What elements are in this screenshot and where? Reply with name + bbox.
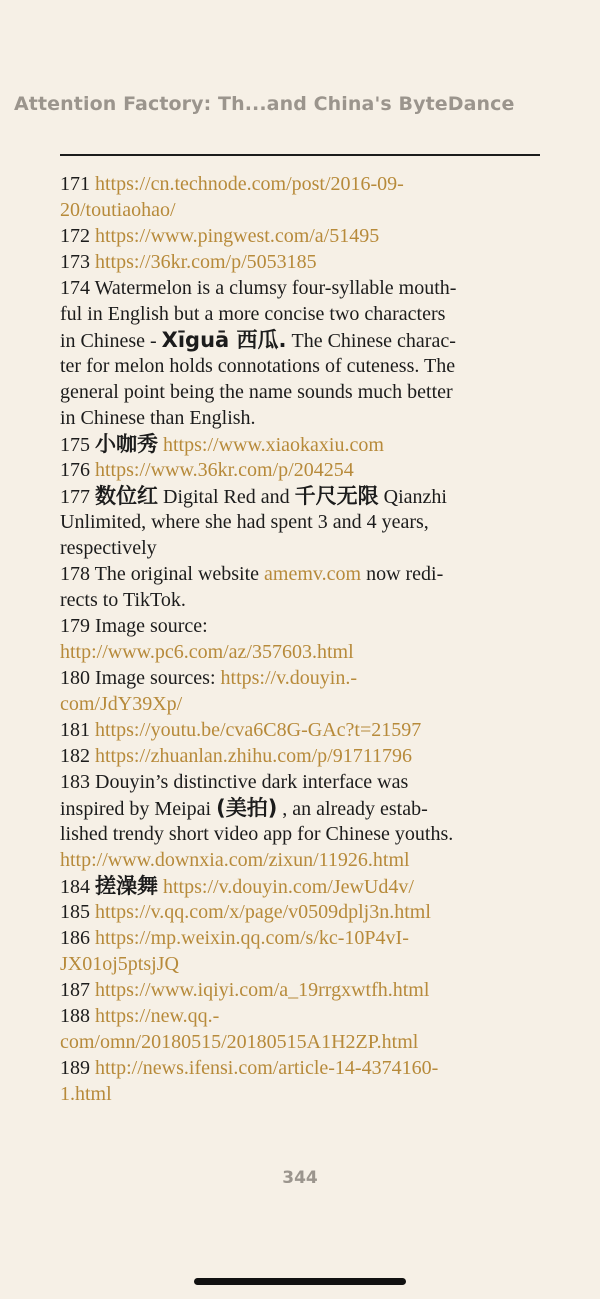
footnote-174 <box>60 275 540 301</box>
chinese-term: 搓澡舞 <box>95 874 158 898</box>
footnote-text: ter for melon holds connotations of cuteness. The <box>60 355 456 377</box>
footnote-189-cont <box>60 1081 540 1107</box>
footnote-text: respectively <box>60 537 157 559</box>
footnote-number: 179 <box>60 615 90 637</box>
footnote-182 <box>60 743 540 769</box>
footnote-link[interactable]: https://v.douyin.- <box>220 667 357 689</box>
footnote-189 <box>60 1055 540 1081</box>
footnote-185 <box>60 899 540 925</box>
footnote-number: 176 <box>60 459 90 481</box>
footnote-number: 189 <box>60 1057 90 1079</box>
footnote-number: 178 <box>60 563 90 585</box>
footnote-179 <box>60 613 540 639</box>
footnote-178 <box>60 561 540 587</box>
footnote-link[interactable]: https://cn.technode.com/post/2016-09- <box>95 173 404 195</box>
footnote-172 <box>60 223 540 249</box>
book-title-header[interactable]: Attention Factory: Th...and China's ByteDance <box>14 93 515 115</box>
footnote-text: Douyin’s distinctive dark interface was <box>95 771 409 793</box>
footnote-text: ful in English but a more concise two characters <box>60 303 446 325</box>
footnote-number: 172 <box>60 225 90 247</box>
footnote-text: , an already estab- <box>277 798 428 820</box>
footnote-text: lished trendy short video app for Chinese youths. <box>60 823 454 845</box>
footnote-text: in Chinese - <box>60 330 162 352</box>
footnote-text: rects to TikTok. <box>60 589 186 611</box>
footnote-number: 185 <box>60 901 90 923</box>
footnote-link[interactable]: JX01oj5ptsjJQ <box>60 953 179 975</box>
footnote-link[interactable]: https://v.qq.com/x/page/v0509dplj3n.html <box>95 901 431 923</box>
footnote-179-cont <box>60 639 540 665</box>
footnote-link[interactable]: https://www.xiaokaxiu.com <box>163 434 384 456</box>
footnote-171-cont <box>60 197 540 223</box>
footnote-number: 171 <box>60 173 90 195</box>
chinese-term: 小咖秀 <box>95 432 158 456</box>
footnote-number: 183 <box>60 771 90 793</box>
footnote-text: in Chinese than English. <box>60 407 256 429</box>
footnote-177 <box>60 483 540 509</box>
footnote-174-cont <box>60 327 540 353</box>
footnote-178-cont <box>60 587 540 613</box>
footnote-number: 186 <box>60 927 90 949</box>
footnotes-list <box>60 171 540 1107</box>
footnote-link[interactable]: https://zhuanlan.zhihu.com/p/91711796 <box>95 745 412 767</box>
footnote-175 <box>60 431 540 457</box>
footnote-text: Image source: <box>95 615 208 637</box>
footnote-171 <box>60 171 540 197</box>
footnote-number: 173 <box>60 251 90 273</box>
footnote-188-cont <box>60 1029 540 1055</box>
footnote-link[interactable]: https://www.36kr.com/p/204254 <box>95 459 354 481</box>
footnote-183 <box>60 769 540 795</box>
footnote-184 <box>60 873 540 899</box>
footnote-link[interactable]: com/omn/20180515/20180515A1H2ZP.html <box>60 1031 419 1053</box>
footnote-link[interactable]: https://36kr.com/p/5053185 <box>95 251 317 273</box>
footnote-180 <box>60 665 540 691</box>
footnote-number: 187 <box>60 979 90 1001</box>
footnote-183-cont <box>60 847 540 873</box>
footnote-divider <box>60 154 540 156</box>
footnote-number: 175 <box>60 434 90 456</box>
footnote-text: The original website <box>94 563 265 585</box>
chinese-term: 数位红 <box>95 484 158 508</box>
footnote-link[interactable]: https://www.iqiyi.com/a_19rrgxwtfh.html <box>95 979 430 1001</box>
footnote-174-cont <box>60 405 540 431</box>
footnote-link[interactable]: 1.html <box>60 1083 112 1105</box>
footnote-176 <box>60 457 540 483</box>
footnote-number: 182 <box>60 745 90 767</box>
chinese-term: (美拍) <box>216 796 278 820</box>
footnote-link[interactable]: https://new.qq.- <box>95 1005 220 1027</box>
footnote-number: 188 <box>60 1005 90 1027</box>
footnote-186-cont <box>60 951 540 977</box>
footnote-text: general point being the name sounds much better <box>60 381 453 403</box>
home-indicator-bar[interactable] <box>194 1278 406 1285</box>
footnote-174-cont <box>60 353 540 379</box>
footnote-text: Image sources: <box>95 667 221 689</box>
footnote-link[interactable]: https://youtu.be/cva6C8G-GAc?t=21597 <box>95 719 422 741</box>
footnote-177-cont <box>60 509 540 535</box>
footnote-link[interactable]: http://www.pc6.com/az/357603.html <box>60 641 354 663</box>
footnote-number: 180 <box>60 667 90 689</box>
footnote-186 <box>60 925 540 951</box>
footnote-link[interactable]: https://www.pingwest.com/a/51495 <box>95 225 380 247</box>
footnote-link[interactable]: http://news.ifensi.com/article-14-4374160- <box>95 1057 439 1079</box>
footnote-text: Unlimited, where she had spent 3 and 4 years, <box>60 511 429 533</box>
footnote-link[interactable]: http://www.downxia.com/zixun/11926.html <box>60 849 410 871</box>
chinese-term: Xīguā 西瓜. <box>161 328 287 352</box>
footnote-number: 181 <box>60 719 90 741</box>
footnote-text: Digital Red and <box>158 486 295 508</box>
footnote-text: Qianzhi <box>378 486 447 508</box>
footnote-link[interactable]: com/JdY39Xp/ <box>60 693 183 715</box>
footnote-number: 177 <box>60 486 90 508</box>
footnote-174-cont <box>60 301 540 327</box>
footnote-180-cont <box>60 691 540 717</box>
footnote-183-cont <box>60 795 540 821</box>
footnote-181 <box>60 717 540 743</box>
footnote-text: The Chinese charac- <box>286 330 456 352</box>
footnote-link[interactable]: amemv.com <box>264 563 362 585</box>
footnote-188 <box>60 1003 540 1029</box>
footnote-177-cont <box>60 535 540 561</box>
footnote-number: 174 <box>60 277 90 299</box>
footnote-187 <box>60 977 540 1003</box>
footnote-text: inspired by Meipai <box>60 798 217 820</box>
footnote-183-cont <box>60 821 540 847</box>
footnote-173 <box>60 249 540 275</box>
footnote-link[interactable]: https://v.douyin.com/JewUd4v/ <box>163 876 414 898</box>
footnote-link[interactable]: 20/toutiaohao/ <box>60 199 176 221</box>
footnote-number: 184 <box>60 876 90 898</box>
chinese-term: 千尺无限 <box>294 484 379 508</box>
footnote-174-cont <box>60 379 540 405</box>
footnote-link[interactable]: https://mp.weixin.qq.com/s/kc-10P4vI- <box>95 927 409 949</box>
footnote-text: now redi- <box>361 563 444 585</box>
footnote-text: Watermelon is a clumsy four-syllable mouth- <box>94 277 457 299</box>
page-number: 344 <box>282 1168 318 1188</box>
